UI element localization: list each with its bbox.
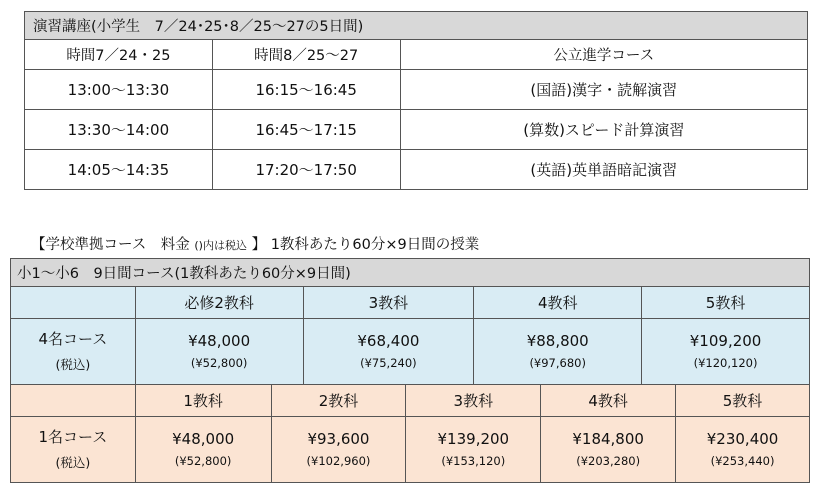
table-row <box>25 70 808 110</box>
price: ¥184,800 <box>572 429 644 448</box>
column-header: 5教科 <box>676 385 810 417</box>
tax-note: (税込) <box>55 356 91 372</box>
column-header: 2教科 <box>271 385 406 417</box>
time-cell: 14:05～14:35 <box>25 150 213 190</box>
price: ¥230,400 <box>706 429 779 448</box>
price-cell <box>676 417 810 483</box>
column-header: 時間7／24・25 <box>25 40 213 70</box>
price-cell <box>135 319 303 385</box>
price-with-tax: (¥97,680) <box>529 355 586 370</box>
exercise-schedule-table <box>24 11 808 190</box>
price-with-tax: (¥75,240) <box>360 355 417 370</box>
course-cell: (算数)スピード計算演習 <box>400 110 807 150</box>
column-header: 必修2教科 <box>135 287 303 319</box>
price-with-tax: (¥153,120) <box>441 453 506 468</box>
price-with-tax: (¥52,800) <box>174 453 232 468</box>
price-cell <box>642 319 810 385</box>
pricing-table <box>10 258 810 483</box>
blank-cell <box>11 385 136 417</box>
price-cell <box>303 319 474 385</box>
price-with-tax: (¥52,800) <box>190 355 248 370</box>
course-label-text: 1名コース <box>38 427 108 446</box>
column-header: 3教科 <box>303 287 474 319</box>
price-cell <box>406 417 541 483</box>
column-header: 4教科 <box>474 287 642 319</box>
time-cell: 13:30～14:00 <box>25 110 213 150</box>
price-cell <box>135 417 271 483</box>
column-header: 3教科 <box>406 385 541 417</box>
exercise-table-title: 演習講座(小学生 7／24･25･8／25～27の5日間) <box>25 12 808 40</box>
column-header: 1教科 <box>135 385 271 417</box>
blank-cell <box>11 287 136 319</box>
column-header: 5教科 <box>642 287 810 319</box>
pricing-table-title: 小1～小6 9日間コース(1教科あたり60分×9日間) <box>11 259 810 287</box>
time-cell: 16:15～16:45 <box>212 70 400 110</box>
price: ¥139,200 <box>437 429 510 448</box>
column-header: 4教科 <box>541 385 676 417</box>
price: ¥88,800 <box>526 331 589 350</box>
price: ¥48,000 <box>188 331 251 350</box>
time-cell: 16:45～17:15 <box>212 110 400 150</box>
price: ¥68,400 <box>357 331 420 350</box>
price-cell <box>474 319 642 385</box>
tax-note: (税込) <box>55 454 91 470</box>
time-cell: 13:00～13:30 <box>25 70 213 110</box>
course-cell: (英語)英単語暗記演習 <box>400 150 807 190</box>
table-row <box>25 150 808 190</box>
pricing-heading <box>31 233 479 254</box>
price-cell <box>541 417 676 483</box>
course-label-1 <box>11 417 136 483</box>
course-cell: (国語)漢字・読解演習 <box>400 70 807 110</box>
time-cell: 17:20～17:50 <box>212 150 400 190</box>
price-cell <box>271 417 406 483</box>
price-with-tax: (¥102,960) <box>306 453 371 468</box>
column-header: 時間8／25～27 <box>212 40 400 70</box>
price: ¥109,200 <box>689 331 762 350</box>
pricing-heading-main: 【学校準拠コース 料金 <box>31 237 190 253</box>
price-with-tax: (¥203,280) <box>576 453 641 468</box>
pricing-heading-note: ()内は税込 <box>194 239 247 252</box>
pricing-heading-end: 】 1教科あたり60分×9日間の授業 <box>251 237 480 253</box>
course-label-text: 4名コース <box>38 329 108 348</box>
price: ¥93,600 <box>307 429 370 448</box>
price-with-tax: (¥120,120) <box>693 355 758 370</box>
column-header: 公立進学コース <box>400 40 807 70</box>
table-row <box>25 110 808 150</box>
price-with-tax: (¥253,440) <box>710 453 775 468</box>
course-label-4 <box>11 319 136 385</box>
price: ¥48,000 <box>172 429 235 448</box>
